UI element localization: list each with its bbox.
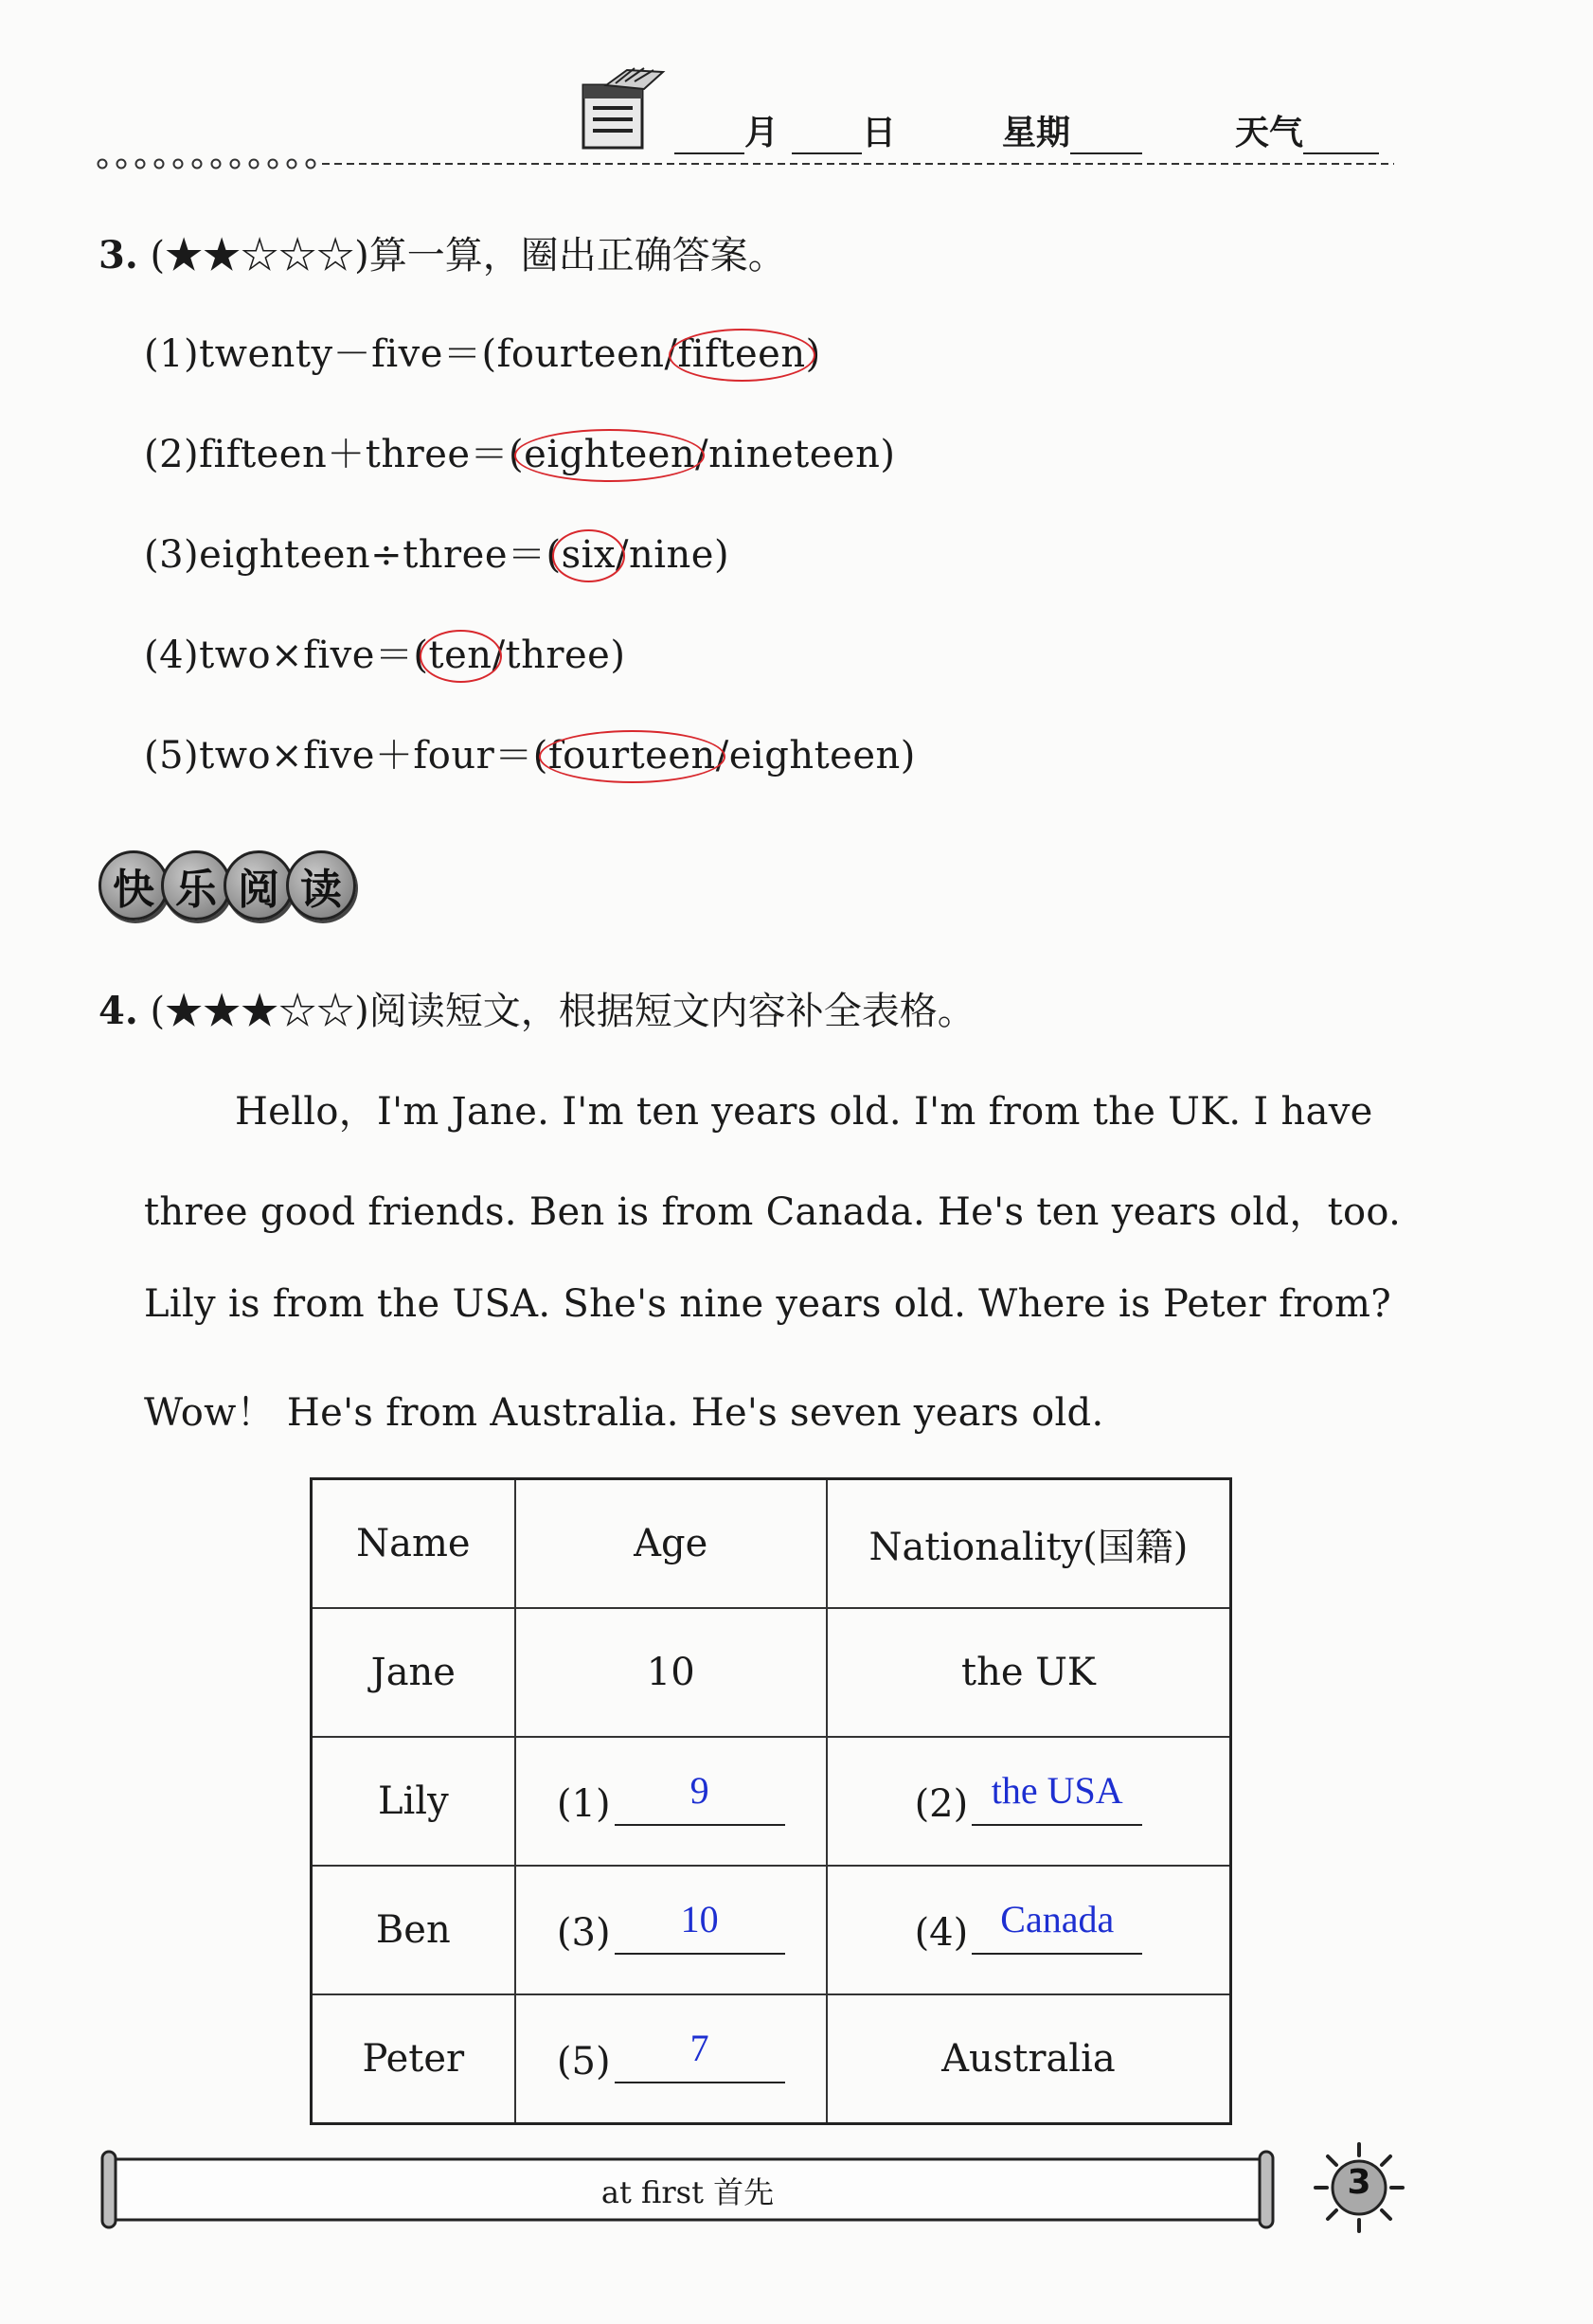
blank-label: (1) bbox=[556, 1782, 611, 1826]
option-separator: / bbox=[695, 433, 709, 476]
item-close: ) bbox=[900, 734, 916, 778]
blank-label: (2) bbox=[914, 1782, 969, 1826]
calendar-icon bbox=[578, 63, 672, 153]
weather-blank[interactable] bbox=[1303, 118, 1379, 154]
nationality-cell: Australia bbox=[827, 1994, 1231, 2124]
page-number: 3 bbox=[1347, 2163, 1371, 2202]
item-close: ) bbox=[713, 533, 730, 577]
question-3-item-2 bbox=[144, 424, 895, 478]
option-a-circled[interactable]: ten bbox=[428, 634, 492, 677]
header-nationality: Nationality(国籍) bbox=[827, 1479, 1231, 1609]
option-b[interactable]: nine bbox=[628, 533, 714, 577]
option-b-circled[interactable]: fifteen bbox=[677, 332, 806, 376]
item-expression: (1)twenty－five＝( bbox=[144, 332, 497, 376]
header-age: Age bbox=[515, 1479, 827, 1609]
option-b[interactable]: nineteen bbox=[708, 433, 881, 476]
passage-line-1: Hello，I'm Jane. I'm ten years old. I'm from the UK. I have bbox=[235, 1090, 1373, 1134]
age-cell: 10 bbox=[515, 1608, 827, 1737]
day-label: 日 bbox=[862, 114, 897, 152]
option-separator: / bbox=[492, 634, 506, 677]
name-cell: Lily bbox=[312, 1737, 515, 1866]
answer-blank[interactable] bbox=[615, 2027, 785, 2083]
handwritten-answer: the USA bbox=[991, 1769, 1123, 1812]
nationality-cell: the UK bbox=[827, 1608, 1231, 1737]
day-blank[interactable] bbox=[792, 118, 862, 154]
date-weather-fields bbox=[674, 106, 1394, 153]
question-3-item-5 bbox=[144, 725, 916, 779]
item-close: ) bbox=[610, 634, 626, 677]
header-name: Name bbox=[312, 1479, 515, 1609]
name-cell: Jane bbox=[312, 1608, 515, 1737]
item-expression: (2)fifteen＋three＝( bbox=[144, 433, 525, 476]
nationality-cell bbox=[827, 1866, 1231, 1994]
option-b[interactable]: eighteen bbox=[728, 734, 901, 778]
table-row bbox=[312, 1737, 1231, 1866]
question-4-number: 4. bbox=[98, 989, 138, 1033]
question-3-stars: (★★☆☆☆) bbox=[150, 234, 369, 277]
banner-char-4: 读 bbox=[286, 850, 356, 921]
handwritten-answer: 9 bbox=[689, 1769, 709, 1812]
option-a-circled[interactable]: eighteen bbox=[524, 433, 696, 476]
age-cell bbox=[515, 1737, 827, 1866]
option-separator: / bbox=[615, 533, 629, 577]
option-separator: / bbox=[664, 332, 678, 376]
item-close: ) bbox=[805, 332, 821, 376]
banner-char-3: 阅 bbox=[224, 850, 294, 921]
item-expression: (3)eighteen÷three＝( bbox=[144, 533, 562, 577]
answer-blank[interactable] bbox=[615, 1898, 785, 1955]
item-expression: (5)two×five＋four＝( bbox=[144, 734, 548, 778]
handwritten-answer: 7 bbox=[689, 2027, 709, 2069]
weekday-label: 星期 bbox=[1002, 114, 1071, 152]
name-cell: Ben bbox=[312, 1866, 515, 1994]
handwritten-answer: 10 bbox=[680, 1898, 719, 1940]
nationality-cell bbox=[827, 1737, 1231, 1866]
passage-line-2: three good friends. Ben is from Canada. He's ten years old，too. bbox=[144, 1190, 1402, 1234]
answer-blank[interactable] bbox=[972, 1898, 1142, 1955]
question-3-title bbox=[98, 225, 786, 279]
month-blank[interactable] bbox=[674, 118, 744, 154]
blank-label: (3) bbox=[556, 1911, 611, 1955]
month-label: 月 bbox=[744, 114, 779, 152]
answer-blank[interactable] bbox=[972, 1769, 1142, 1826]
name-cell: Peter bbox=[312, 1994, 515, 2124]
option-separator: / bbox=[715, 734, 729, 778]
passage-line-3: Lily is from the USA. She's nine years old. Where is Peter from? bbox=[144, 1282, 1392, 1326]
question-4-stars: (★★★☆☆) bbox=[150, 990, 369, 1033]
question-3-item-1 bbox=[144, 324, 821, 378]
question-3-item-4 bbox=[144, 625, 625, 679]
question-4-title bbox=[98, 981, 975, 1035]
item-expression: (4)two×five＝( bbox=[144, 634, 429, 677]
happy-reading-banner bbox=[98, 850, 349, 926]
question-3-number: 3. bbox=[98, 233, 138, 277]
nationality-table bbox=[310, 1477, 1232, 2125]
question-3-item-3 bbox=[144, 525, 729, 579]
option-a[interactable]: fourteen bbox=[496, 332, 665, 376]
option-b[interactable]: three bbox=[505, 634, 611, 677]
header-divider bbox=[95, 157, 1394, 170]
table-row bbox=[312, 1994, 1231, 2124]
banner-char-2: 乐 bbox=[161, 850, 231, 921]
blank-label: (4) bbox=[914, 1911, 969, 1955]
weekday-blank[interactable] bbox=[1070, 118, 1142, 154]
option-a-circled[interactable]: six bbox=[561, 533, 616, 577]
age-cell bbox=[515, 1994, 827, 2124]
weather-label: 天气 bbox=[1235, 114, 1304, 152]
option-a-circled[interactable]: fourteen bbox=[547, 734, 716, 778]
question-3-instruction: 算一算，圈出正确答案。 bbox=[368, 234, 786, 277]
question-4-instruction: 阅读短文，根据短文内容补全表格。 bbox=[368, 990, 975, 1033]
item-close: ) bbox=[880, 433, 896, 476]
table-header-row bbox=[312, 1479, 1231, 1609]
footer-phrase: at first 首先 bbox=[600, 2174, 775, 2210]
passage-line-4: Wow！ He's from Australia. He's seven years old. bbox=[144, 1391, 1104, 1435]
table-row bbox=[312, 1866, 1231, 1994]
table-row bbox=[312, 1608, 1231, 1737]
banner-char-1: 快 bbox=[98, 850, 169, 921]
handwritten-answer: Canada bbox=[1000, 1898, 1115, 1940]
age-cell bbox=[515, 1866, 827, 1994]
answer-blank[interactable] bbox=[615, 1769, 785, 1826]
blank-label: (5) bbox=[556, 2040, 611, 2083]
